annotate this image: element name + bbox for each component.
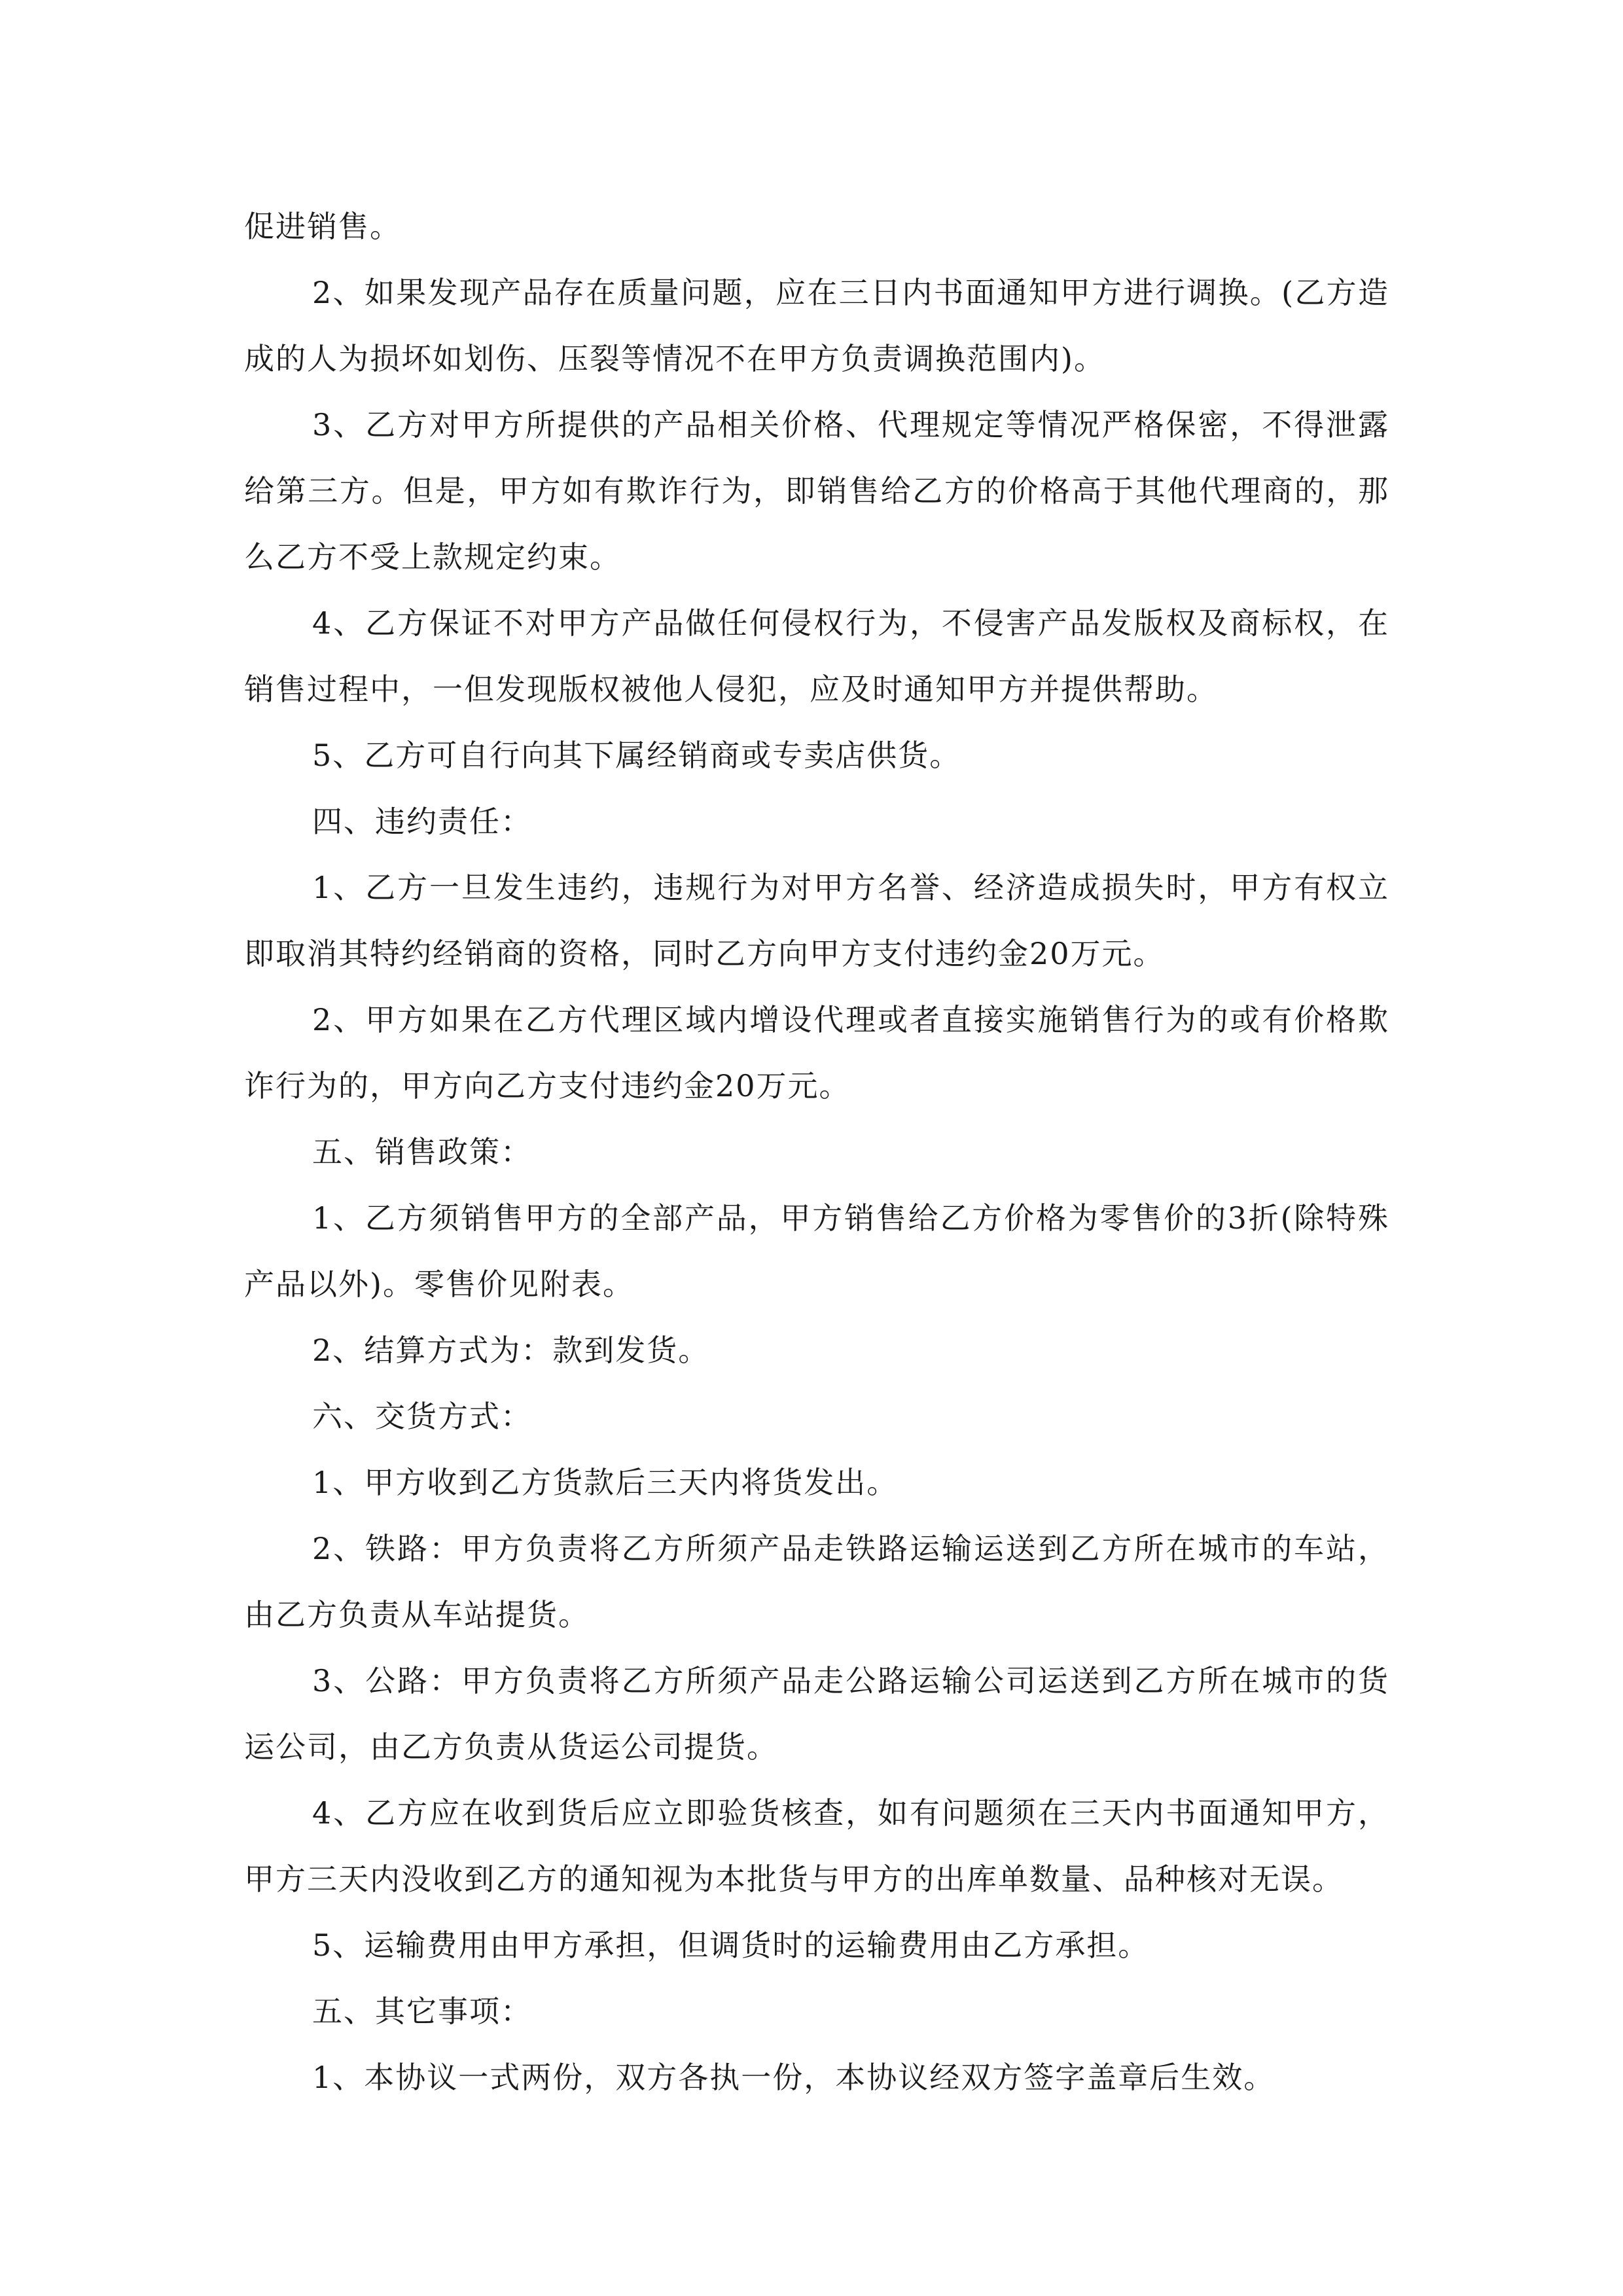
paragraph-continuation: 促进销售。: [244, 209, 401, 244]
paragraph-clause-6-4: 4、乙方应在收到货后应立即验货核查，如有问题须在三天内书面通知甲方，甲方三天内没收到乙方的通知视为本批货与甲方的出库单数量、品种核对无误。: [244, 1795, 1389, 1897]
paragraph-clause-3-4: 4、乙方保证不对甲方产品做任何侵权行为，不侵害产品发版权及商标权，在销售过程中，一但发现版权被他人侵犯，应及时通知甲方并提供帮助。: [244, 605, 1389, 707]
paragraph-clause-4-1: 1、乙方一旦发生违约，违规行为对甲方名誉、经济造成损失时，甲方有权立即取消其特约经销商的资格，同时乙方向甲方支付违约金20万元。: [244, 870, 1389, 971]
paragraph-clause-3-3: 3、乙方对甲方所提供的产品相关价格、代理规定等情况严格保密，不得泄露给第三方。但是，甲方如有欺诈行为，即销售给乙方的价格高于其他代理商的，那么乙方不受上款规定约束。: [244, 407, 1389, 575]
document-page: [244, 194, 1389, 2111]
paragraph-clause-6-1: 1、甲方收到乙方货款后三天内将货发出。: [312, 1465, 899, 1500]
section-heading-delivery: 六、交货方式：: [312, 1399, 532, 1434]
paragraph-clause-5-1: 1、乙方须销售甲方的全部产品，甲方销售给乙方价格为零售价的3折(除特殊产品以外)。零售价见附表。: [244, 1200, 1389, 1302]
section-heading-sales-policy: 五、销售政策：: [312, 1134, 532, 1170]
paragraph-clause-3-5: 5、乙方可自行向其下属经销商或专卖店供货。: [312, 738, 961, 773]
paragraph-clause-6-3: 3、公路：甲方负责将乙方所须产品走公路运输公司运送到乙方所在城市的货运公司，由乙方负责从货运公司提货。: [244, 1663, 1389, 1765]
paragraph-clause-6-5: 5、运输费用由甲方承担，但调货时的运输费用由乙方承担。: [312, 1928, 1150, 1963]
paragraph-clause-other-1: 1、本协议一式两份，双方各执一份，本协议经双方签字盖章后生效。: [312, 2060, 1275, 2095]
paragraph-clause-5-2: 2、结算方式为：款到发货。: [312, 1333, 710, 1368]
paragraph-clause-3-2: 2、如果发现产品存在质量问题，应在三日内书面通知甲方进行调换。(乙方造成的人为损坏如划伤、压裂等情况不在甲方负责调换范围内)。: [244, 275, 1389, 376]
section-heading-other-matters: 五、其它事项：: [312, 1994, 532, 2029]
section-heading-breach: 四、违约责任：: [312, 804, 532, 839]
paragraph-clause-6-2: 2、铁路：甲方负责将乙方所须产品走铁路运输运送到乙方所在城市的车站，由乙方负责从车站提货。: [244, 1531, 1389, 1632]
paragraph-clause-4-2: 2、甲方如果在乙方代理区域内增设代理或者直接实施销售行为的或有价格欺诈行为的，甲方向乙方支付违约金20万元。: [244, 1002, 1389, 1103]
